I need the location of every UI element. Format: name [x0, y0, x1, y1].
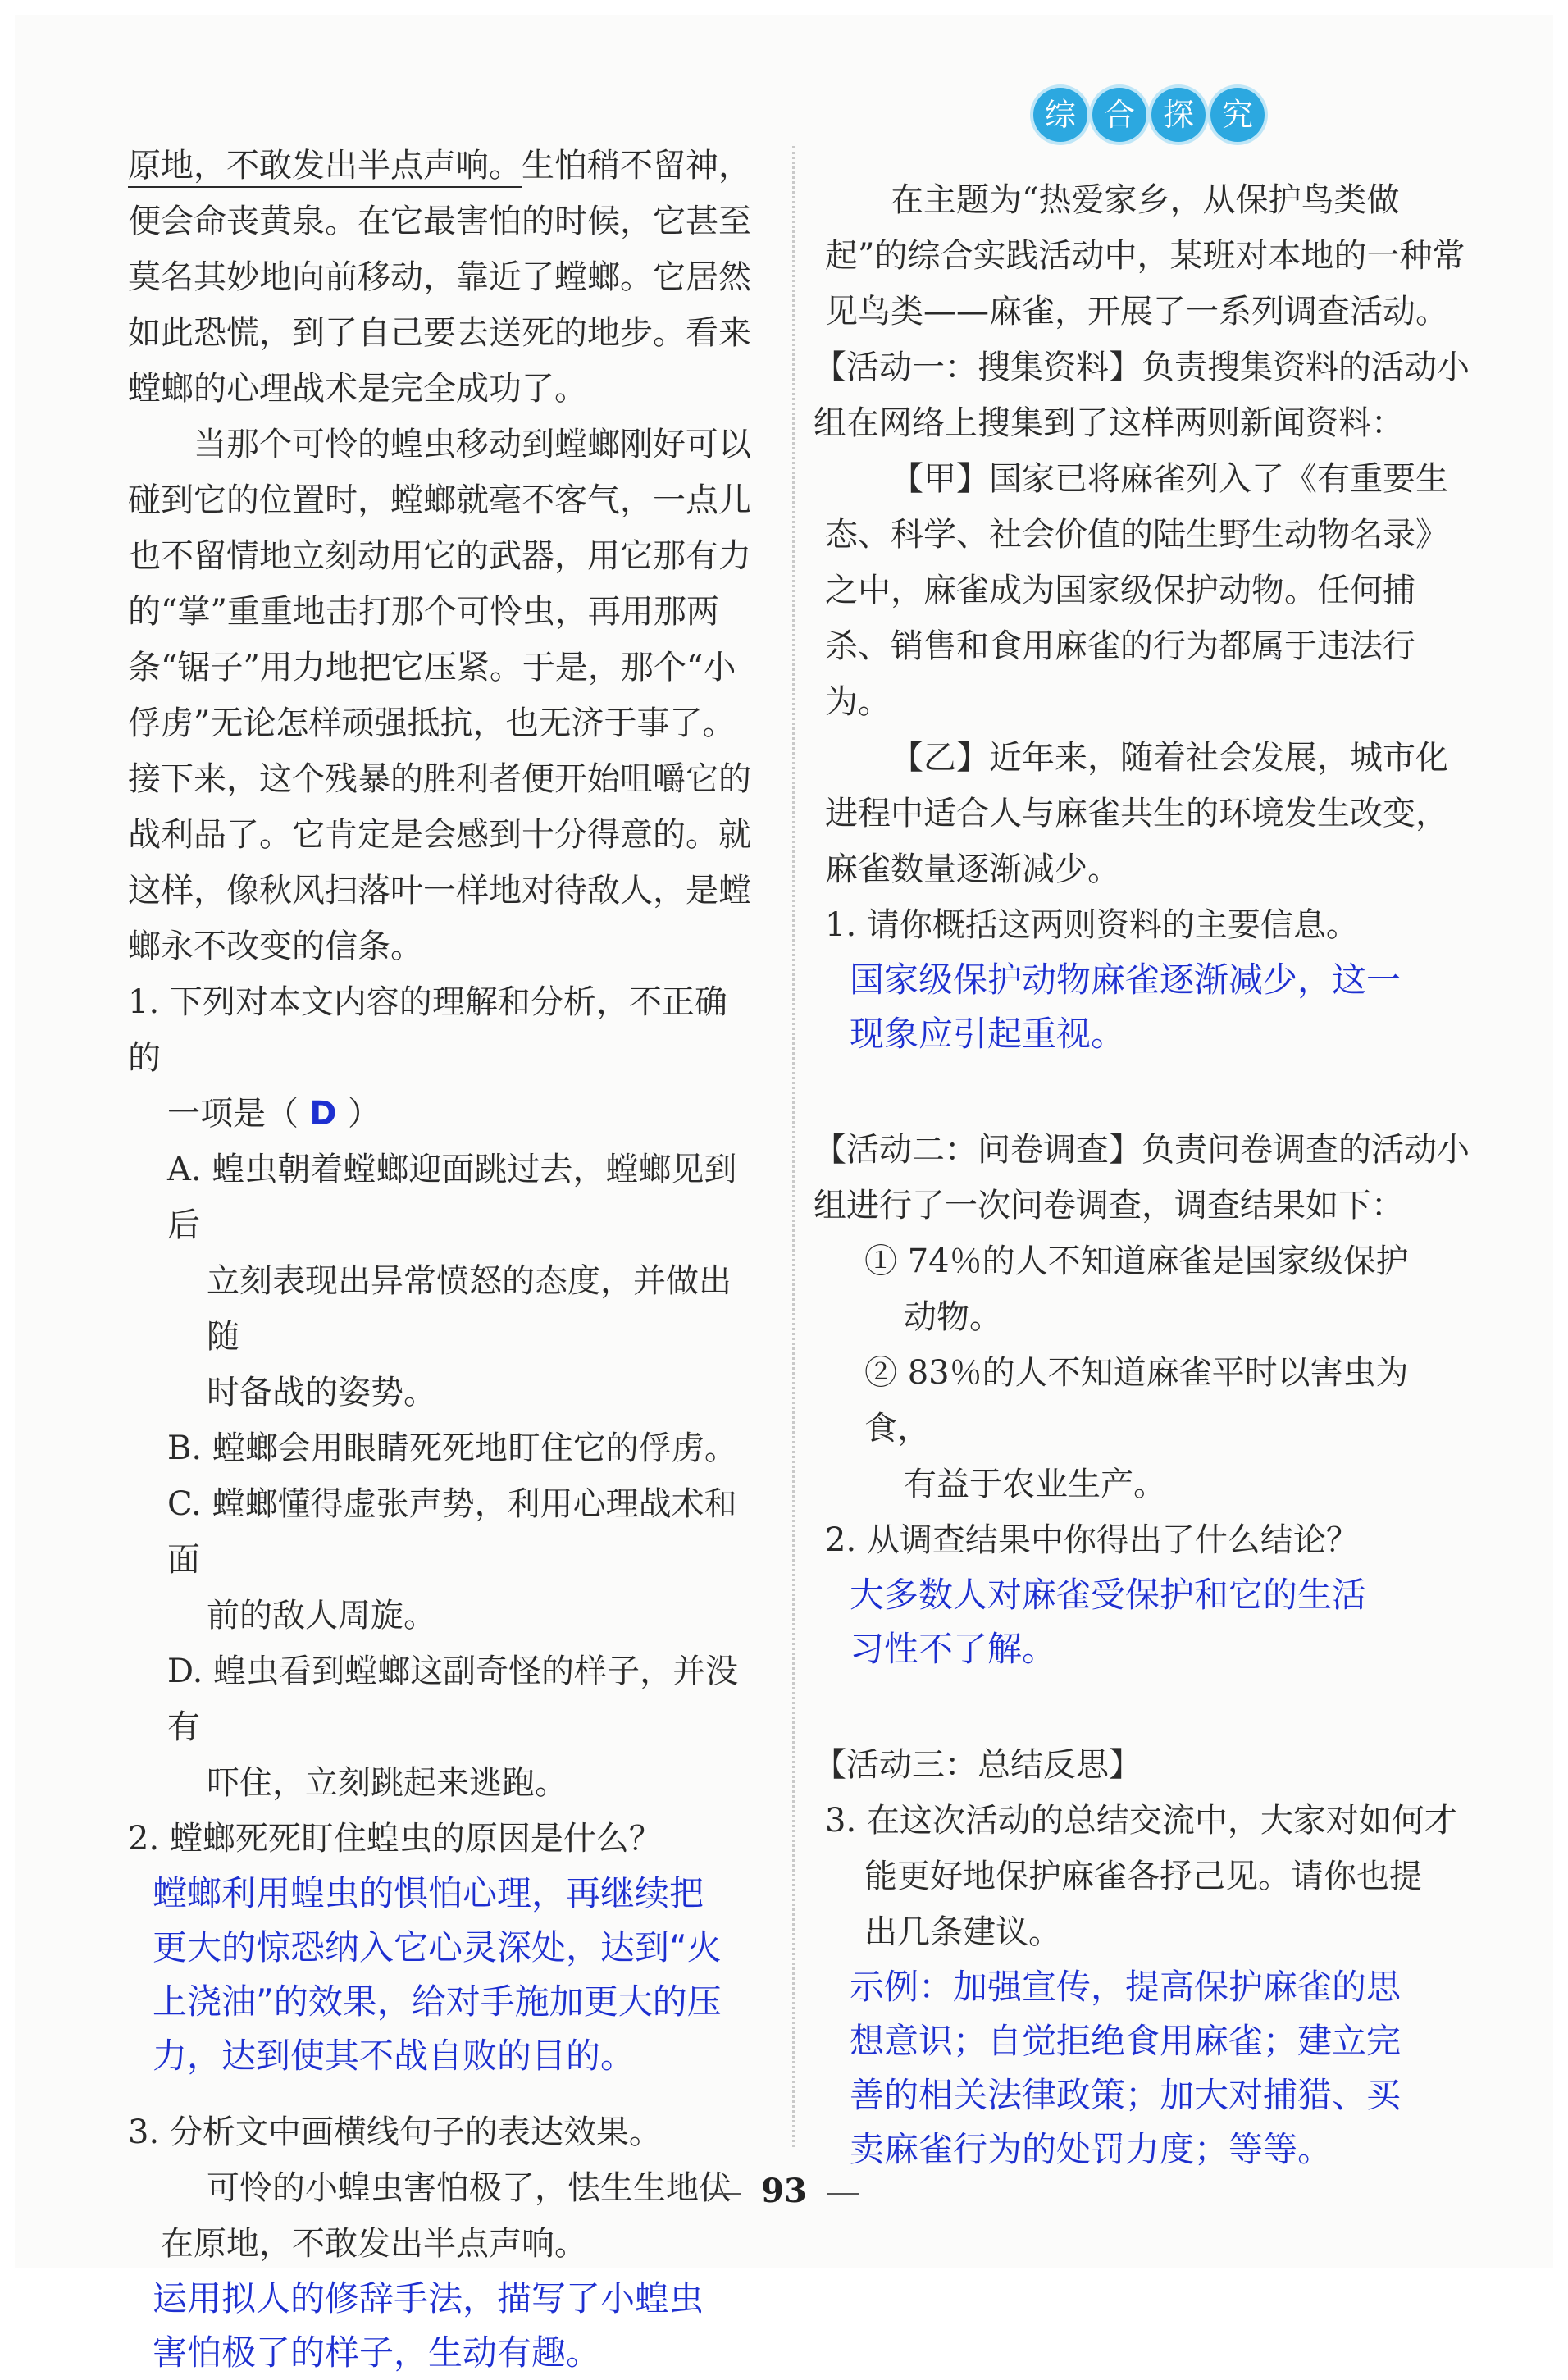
quoted-sentence: 可怜的小蝗虫害怕极了，怯生生地伏 — [207, 2169, 732, 2207]
activity-1: 【活动一：搜集资料】负责搜集资料的活动小组在网络上搜集到了这样两则新闻资料： — [814, 349, 1470, 442]
left-column — [128, 138, 759, 2380]
right-question-2-answer: 大多数人对麻雀受保护和它的生活 习性不了解。 — [850, 1575, 1367, 1669]
activity-2: 【活动二：问卷调查】负责问卷调查的活动小组进行了一次问卷调查，调查结果如下： — [814, 1131, 1470, 1224]
right-column: 综 合 探 究 在主题为“热爱家乡，从保护鸟类做起”的综合实践活动中，某班对本地的一种常见鸟类——麻雀，开展了一系列调查活动。 【活动一：搜集资料】负责搜集资料的活动小组在网络上搜集到了这样两则新闻资料： 【甲】国家已将麻雀列入了《有重要生态、科学、社会价值的陆生野生动物名录》之中，麻雀成为国家级保护动物。任何捕杀、销售和食用麻雀的行为都属于违法行为。 【乙】近年来，随着社会发展，城市化进程中适合人与麻雀共生的环境发生改变，麻雀数量逐渐减少。 1. 请你概括这两则资料的主要信息。 国家级保护动物麻雀逐渐减少，这一 现象应引起重视。 【活动二：问卷调查】负责问卷调查的活动小组进行了一次问卷调查，调查结果如下： ① 74％的人不知道麻雀是国家级保护 动物。 ② 83％的人不知道麻雀平时以害虫为食， 有益于农业生产。 2. 从调查结果中你得出了什么结论？ 大多数人对麻雀受保护和它的生活 习性不了解。 【活动三：总结反思】 3. 在这次活动的总结交流中，大家对如何才 能更好地保护麻雀各抒己见。请你也提 出几条建议。 示例：加强宣传，提高保护麻雀的思 想意识；自觉拒绝食用麻雀；建立完 善的相关法律政策；加大对捕猎、买 卖麻雀行为的处罚力度；等等。 — [825, 87, 1473, 2177]
right-question-1: 1. 请你概括这两则资料的主要信息。 国家级保护动物麻雀逐渐减少，这一 现象应引起重视。 — [825, 897, 1473, 1061]
option-b: B. 螳螂会用眼睛死死地盯住它的俘虏。 — [167, 1429, 737, 1467]
right-question-3-answer: 示例：加强宣传，提高保护麻雀的思 想意识；自觉拒绝食用麻雀；建立完 善的相关法律政策；加大对捕猎、买 卖麻雀行为的处罚力度；等等。 — [850, 1967, 1402, 2169]
reading-paragraph-2: 当那个可怜的蝗虫移动到螳螂刚好可以碰到它的位置时，螳螂就毫不客气，一点儿也不留情地立刻动用它的武器，用它那有力的“掌”重重地击打那个可怜虫，再用那两条“锯子”用力地把它压紧。于是，那个“小俘虏”无论怎样顽强抵抗，也无济于事了。接下来，这个残暴的胜利者便开始咀嚼它的战利品了。它肯定是会感到十分得意的。就这样，像秋风扫落叶一样地对待敌人，是螳螂永不改变的信条。 — [128, 426, 751, 965]
material-jia: 【甲】国家已将麻雀列入了《有重要生态、科学、社会价值的陆生野生动物名录》之中，麻雀成为国家级保护动物。任何捕杀、销售和食用麻雀的行为都属于违法行为。 — [825, 460, 1448, 721]
survey-result-2: ② 83％的人不知道麻雀平时以害虫为食， — [864, 1354, 1409, 1448]
right-question-1-answer: 国家级保护动物麻雀逐渐减少，这一 现象应引起重视。 — [850, 960, 1402, 1054]
activity-1-title: 【活动一：搜集资料】 — [814, 349, 1142, 386]
question-3: 3. 分析文中画横线句子的表达效果。 可怜的小蝗虫害怕极了，怯生生地伏 在原地，不敢发出半点声响。 运用拟人的修辞手法，描写了小蝗虫 害怕极了的样子，生动有趣。 — [128, 2104, 759, 2380]
material-yi: 【乙】近年来，随着社会发展，城市化进程中适合人与麻雀共生的环境发生改变，麻雀数量逐渐减少。 — [825, 739, 1448, 888]
question-3-answer: 运用拟人的修辞手法，描写了小蝗虫 害怕极了的样子，生动有趣。 — [153, 2278, 704, 2373]
question-2-answer: 螳螂利用蝗虫的惧怕心理，再继续把 更大的惊恐纳入它心灵深处，达到“火 上浇油”的效果，给对手施加更大的压 力，达到使其不战自败的目的。 — [153, 1873, 722, 2076]
underlined-sentence: 原地，不敢发出半点声响。 — [128, 147, 522, 185]
question-2: 2. 螳螂死死盯住蝗虫的原因是什么？ 螳螂利用蝗虫的惧怕心理，再继续把 更大的惊恐纳入它心灵深处，达到“火 上浇油”的效果，给对手施加更大的压 力，达到使其不战自败的目的。 — [128, 1811, 759, 2083]
section-banner: 综 合 探 究 — [825, 87, 1473, 161]
textbook-page — [15, 15, 1553, 2373]
option-c: C. 螳螂懂得虚张声势，利用心理战术和面 — [167, 1485, 737, 1579]
question-1: 1. 下列对本文内容的理解和分析，不正确的 一项是（ D ） A. 蝗虫朝着螳螂迎面跳过去，螳螂见到后 立刻表现出异常愤怒的态度，并做出随 时备战的姿势。 B. 螳螂会用眼睛死死地盯住它的俘虏。 C. 螳螂懂得虚张声势，利用心理战术和面 前的敌人周旋。 D. 蝗虫看到螳螂这副奇怪的样子，并没有 吓住，立刻跳起来逃跑。 — [128, 974, 759, 1811]
right-question-2: 2. 从调查结果中你得出了什么结论？ 大多数人对麻雀受保护和它的生活 习性不了解。 — [825, 1512, 1473, 1676]
right-question-3: 3. 在这次活动的总结交流中，大家对如何才 能更好地保护麻雀各抒己见。请你也提 出几条建议。 示例：加强宣传，提高保护麻雀的思 想意识；自觉拒绝食用麻雀；建立完 善的相关法律政策；加大对捕猎、买 卖麻雀行为的处罚力度；等等。 — [825, 1793, 1473, 2177]
page-number: 93 — [15, 2172, 1553, 2210]
option-d: D. 蝗虫看到螳螂这副奇怪的样子，并没有 — [167, 1653, 739, 1746]
intro-paragraph: 在主题为“热爱家乡，从保护鸟类做起”的综合实践活动中，某班对本地的一种常见鸟类——麻雀，开展了一系列调查活动。 — [825, 181, 1465, 331]
reading-paragraph-1: 原地，不敢发出半点声响。生怕稍不留神，便会命丧黄泉。在它最害怕的时候，它甚至莫名其妙地向前移动，靠近了螳螂。它居然如此恐慌，到了自己要去送死的地步。看来螳螂的心理战术是完全成功了。 — [128, 147, 751, 408]
survey-result-1: ① 74％的人不知道麻雀是国家级保护 — [864, 1242, 1409, 1280]
question-1-answer: D — [309, 1095, 337, 1133]
option-a: A. 蝗虫朝着螳螂迎面跳过去，螳螂见到后 — [167, 1151, 737, 1244]
activity-2-title: 【活动二：问卷调查】 — [814, 1131, 1142, 1169]
activity-3-title: 【活动三：总结反思】 — [814, 1746, 1142, 1784]
column-divider — [792, 146, 795, 2147]
